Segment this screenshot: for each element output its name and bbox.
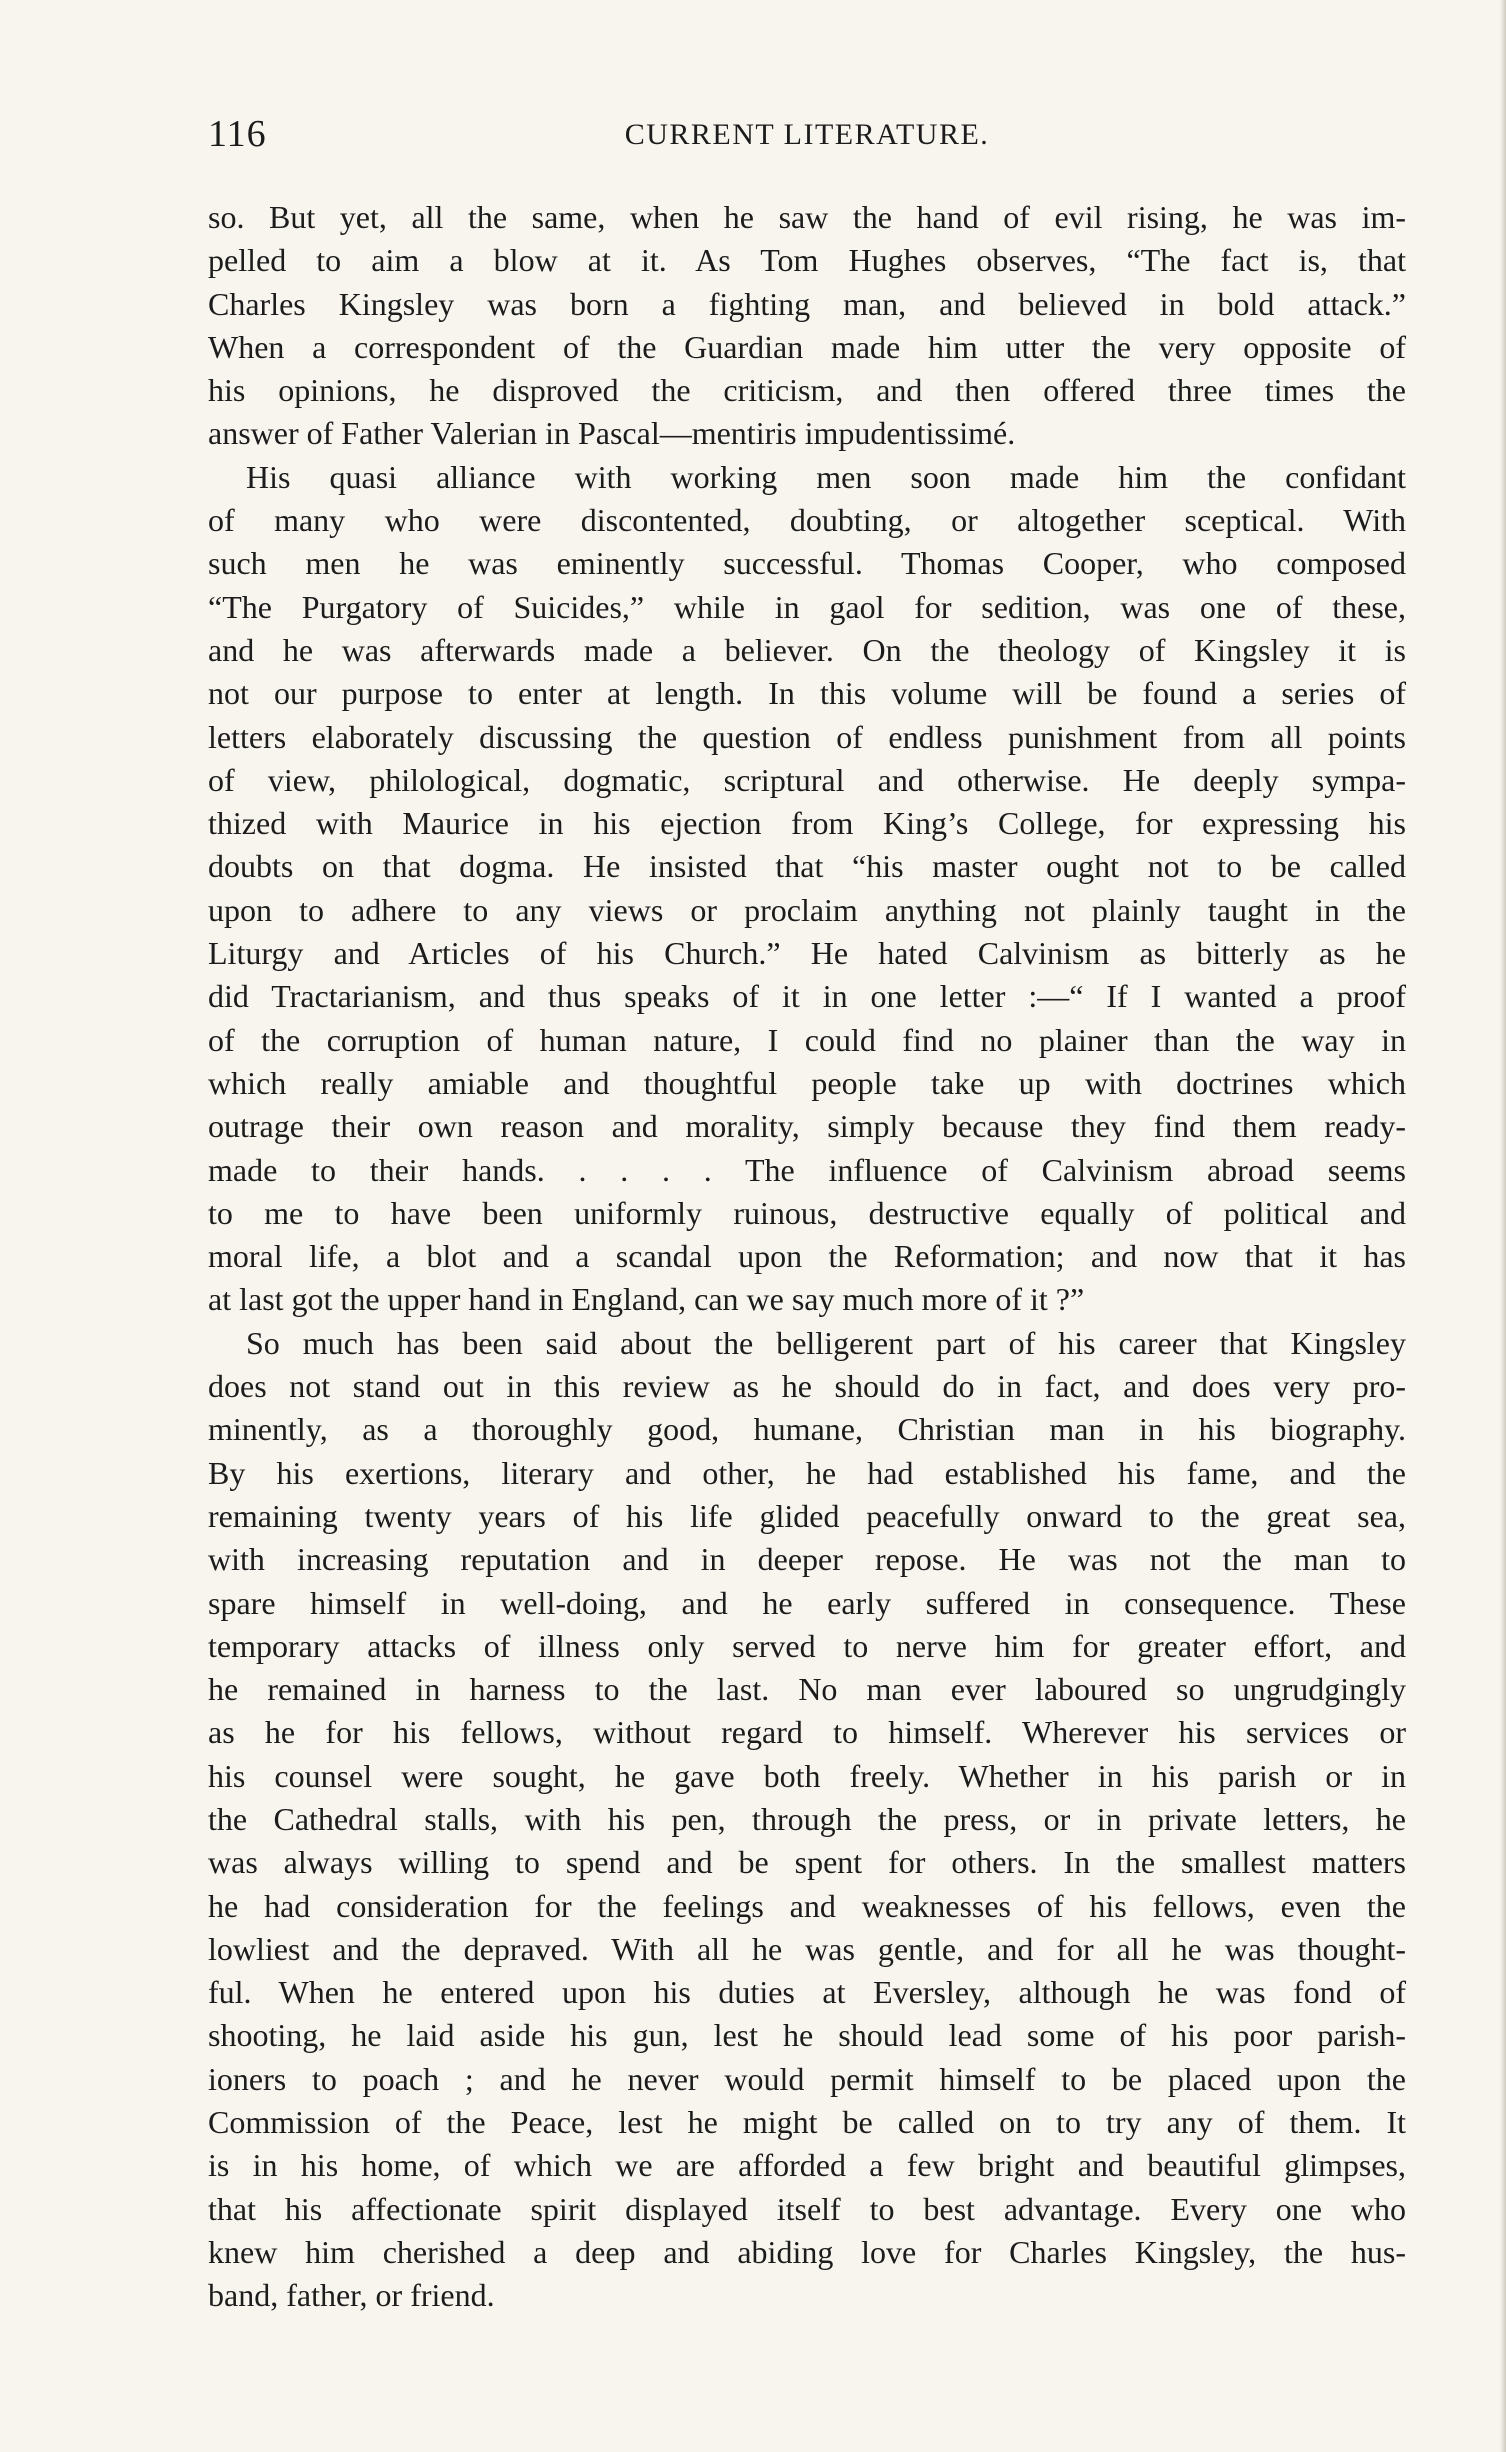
text-line: ful. When he entered upon his duties at Eversley, although he was fond of (208, 1974, 1406, 2011)
text-line: such men he was eminently successful. Thomas Cooper, who composed (208, 545, 1406, 582)
page-edge-shadow (1500, 0, 1506, 2452)
page-number: 116 (208, 113, 267, 155)
text-line: “The Purgatory of Suicides,” while in gaol for sedition, was one of these, (208, 588, 1406, 625)
text-line: is in his home, of which we are afforded a few bright and beautiful glimpses, (208, 2147, 1406, 2184)
text-line: did Tractarianism, and thus speaks of it in one letter :—“ If I wanted a proof (208, 978, 1406, 1015)
text-line: So much has been said about the belligerent part of his career that Kingsley (246, 1324, 1406, 1361)
text-line: as he for his fellows, without regard to himself. Wherever his services or (208, 1714, 1406, 1751)
text-line: Commission of the Peace, lest he might be called on to try any of them. It (208, 2104, 1406, 2141)
text-line: with increasing reputation and in deeper repose. He was not the man to (208, 1541, 1406, 1578)
text-line: doubts on that dogma. He insisted that “his master ought not to be called (208, 848, 1406, 885)
text-line: the Cathedral stalls, with his pen, through the press, or in private letters, he (208, 1800, 1406, 1837)
text-line: of the corruption of human nature, I could find no plainer than the way in (208, 1021, 1406, 1058)
text-line: he remained in harness to the last. No man ever laboured so ungrudgingly (208, 1671, 1406, 1708)
text-line: thized with Maurice in his ejection from King’s College, for expressing his (208, 805, 1406, 842)
text-line: his opinions, he disproved the criticism, and then offered three times the (208, 372, 1406, 409)
text-line: lowliest and the depraved. With all he was gentle, and for all he was thought- (208, 1930, 1406, 1967)
text-line: shooting, he laid aside his gun, lest he should lead some of his poor parish- (208, 2017, 1406, 2054)
text-line: so. But yet, all the same, when he saw the hand of evil rising, he was im- (208, 199, 1406, 235)
text-line: letters elaborately discussing the question of endless punishment from all points (208, 718, 1406, 755)
text-line: outrage their own reason and morality, simply because they find them ready- (208, 1108, 1406, 1145)
text-line: Charles Kingsley was born a fighting man, and believed in bold attack.” (208, 285, 1406, 322)
text-line: moral life, a blot and a scandal upon the Reformation; and now that it has (208, 1238, 1406, 1275)
text-line: that his affectionate spirit displayed itself to best advantage. Every one who (208, 2190, 1406, 2227)
text-line: does not stand out in this review as he should do in fact, and does very pro- (208, 1368, 1406, 1405)
text-line: When a correspondent of the Guardian made him utter the very opposite of (208, 328, 1406, 365)
text-line: spare himself in well-doing, and he early suffered in consequence. These (208, 1584, 1406, 1621)
article-body (208, 196, 1406, 2318)
text-line: band, father, or friend. (208, 2277, 495, 2314)
text-line: By his exertions, literary and other, he had established his fame, and the (208, 1454, 1406, 1491)
text-line: upon to adhere to any views or proclaim anything not plainly taught in the (208, 891, 1406, 928)
text-line: to me to have been uniformly ruinous, destructive equally of political and (208, 1194, 1406, 1231)
text-line: he had consideration for the feelings and weaknesses of his fellows, even the (208, 1887, 1406, 1924)
text-line: of view, philological, dogmatic, scriptural and otherwise. He deeply sympa- (208, 761, 1406, 798)
text-line: which really amiable and thoughtful people take up with doctrines which (208, 1064, 1406, 1101)
text-line: Liturgy and Articles of his Church.” He hated Calvinism as bitterly as he (208, 935, 1406, 972)
text-line: and he was afterwards made a believer. On the theology of Kingsley it is (208, 631, 1406, 668)
text-line: answer of Father Valerian in Pascal—mentiris impudentissimé. (208, 415, 1016, 452)
text-line: was always willing to spend and be spent for others. In the smallest matters (208, 1844, 1406, 1881)
text-line: ioners to poach ; and he never would permit himself to be placed upon the (208, 2060, 1406, 2097)
text-line: made to their hands. . . . . The influence of Calvinism abroad seems (208, 1151, 1406, 1188)
text-line: of many who were discontented, doubting, or altogether sceptical. With (208, 502, 1406, 539)
text-line: His quasi alliance with working men soon made him the confidant (246, 458, 1406, 495)
text-line: temporary attacks of illness only served to nerve him for greater effort, and (208, 1627, 1406, 1664)
text-line: his counsel were sought, he gave both freely. Whether in his parish or in (208, 1757, 1406, 1794)
text-line: knew him cherished a deep and abiding love for Charles Kingsley, the hus- (208, 2233, 1406, 2270)
running-head: CURRENT LITERATURE. (624, 118, 990, 151)
page-header (208, 112, 1406, 172)
text-line: pelled to aim a blow at it. As Tom Hughes observes, “The fact is, that (208, 242, 1406, 279)
text-line: remaining twenty years of his life glided peacefully onward to the great sea, (208, 1497, 1406, 1534)
text-line: at last got the upper hand in England, can we say much more of it ?” (208, 1281, 1085, 1318)
text-line: not our purpose to enter at length. In this volume will be found a series of (208, 675, 1406, 712)
text-line: minently, as a thoroughly good, humane, Christian man in his biography. (208, 1411, 1406, 1448)
